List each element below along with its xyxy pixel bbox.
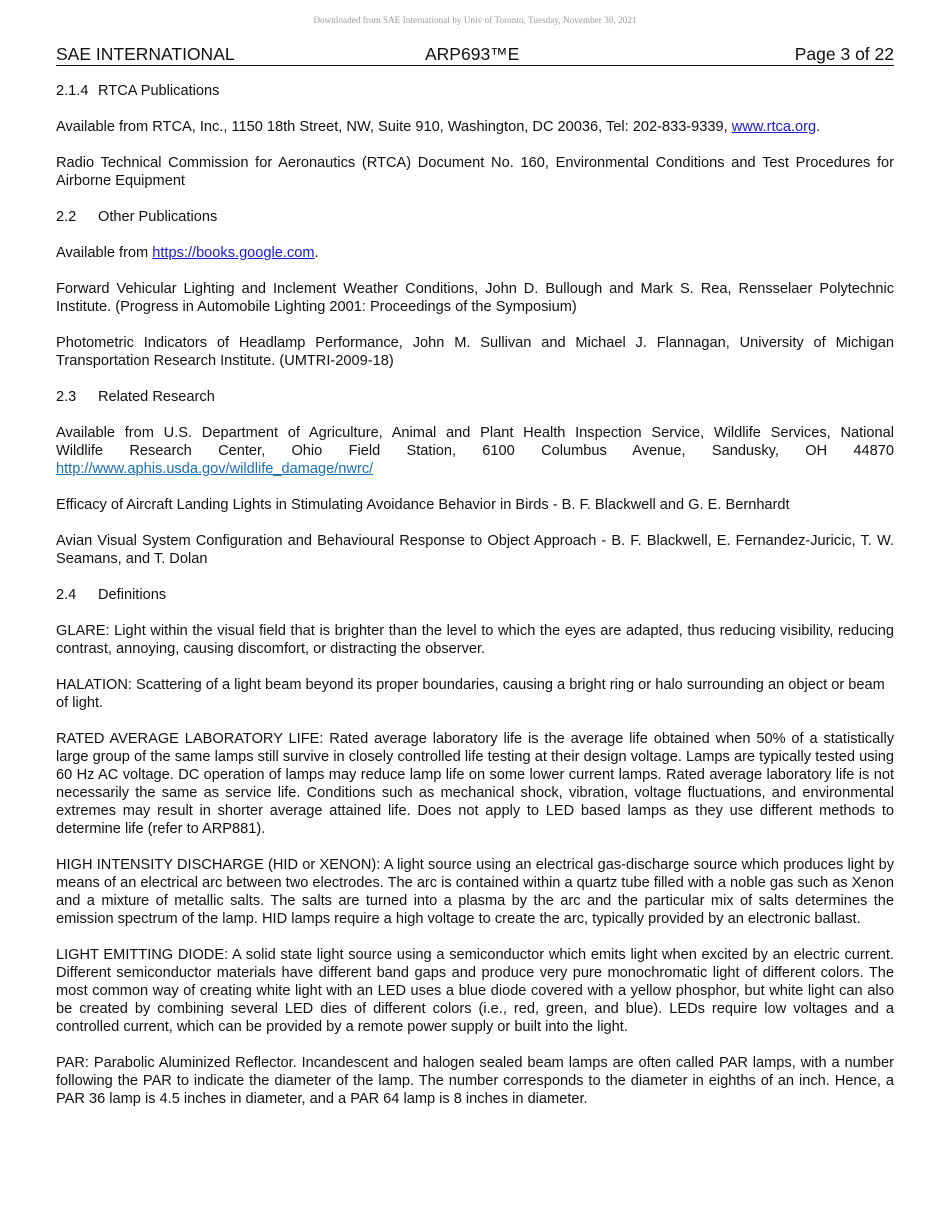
section-heading-other — [56, 208, 894, 226]
section-number: 2.1.4 — [56, 83, 89, 99]
definition-high-intensity-discharge: HIGH INTENSITY DISCHARGE (HID or XENON): A light source using an electrical gas-discharge source which produces light by means of an electrical arc between two electrodes. The arc is contained within a quartz tube filled with a noble gas such as Xenon and a mixture of metallic salts. The salts are turned into a plasma by the arc and the particular mix of salts determines the emission spectrum of the lamp. HID lamps require a high voltage to create the arc, typically provided by an electronic ballast. — [56, 857, 894, 927]
other-availability-text: Available from — [56, 245, 153, 261]
section-number: 2.2 — [56, 209, 77, 225]
other-reference-1: Forward Vehicular Lighting and Inclement Weather Conditions, John D. Bullough and Mark S. Rea, Rensselaer Polytechnic Institute. (Progress in Automobile Lighting 2001: Proceedings of the Symposium) — [56, 281, 894, 315]
definition-halation: HALATION: Scattering of a light beam beyond its proper boundaries, causing a bright ring or halo surrounding an object or beam of light. — [56, 677, 885, 711]
other-reference-2: Photometric Indicators of Headlamp Performance, John M. Sullivan and Michael J. Flannagan, University of Michigan Transportation Research Institute. (UMTRI-2009-18) — [56, 335, 894, 369]
section-title: Other Publications — [98, 209, 218, 225]
section-title: RTCA Publications — [98, 83, 220, 99]
header-document-id: ARP693™E — [425, 44, 520, 64]
section-number: 2.4 — [56, 587, 77, 603]
section-heading-rtca — [56, 82, 894, 100]
rtca-availability-text: Available from RTCA, Inc., 1150 18th Street, NW, Suite 910, Washington, DC 20036, Tel: 202-833-9339, — [56, 119, 732, 135]
usda-nwrc-link[interactable]: http://www.aphis.usda.gov/wildlife_damage/nwrc/ — [56, 461, 374, 477]
other-availability-end: . — [314, 245, 319, 261]
section-heading-definitions — [56, 586, 894, 604]
definition-light-emitting-diode: LIGHT EMITTING DIODE: A solid state light source using a semiconductor which emits light when excited by an electric current. Different semiconductor materials have different band gaps and produce very pure monochromatic light of different colors. The most common way of creating white light with an LED uses a blue diode covered with a yellow phosphor, but white light can also be created by combining several LED dies of different colors (i.e., red, green, and blue). LEDs require low voltages and a controlled current, which can be provided by a remote power supply or built into the light. — [56, 947, 894, 1035]
rtca-document-reference: Radio Technical Commission for Aeronautics (RTCA) Document No. 160, Environmental Conditions and Test Procedures for Airborne Equipment — [56, 155, 894, 189]
rtca-link[interactable]: www.rtca.org — [731, 119, 817, 135]
google-books-link[interactable]: https://books.google.com — [152, 245, 315, 261]
section-heading-research — [56, 388, 894, 406]
header-page-number: Page 3 of 22 — [794, 44, 894, 64]
other-availability — [56, 244, 894, 262]
document-body — [56, 82, 894, 1108]
download-watermark: Downloaded from SAE International by Univ of Toronto, Tuesday, November 30, 2021 — [313, 15, 637, 25]
research-availability-line-2-wrap — [56, 442, 894, 460]
definition-par: PAR: Parabolic Aluminized Reflector. Incandescent and halogen sealed beam lamps are often called PAR lamps, with a number following the PAR to indicate the diameter of the lamp. The number corresponds to the diameter in eighths of an inch. Hence, a PAR 36 lamp is 4.5 inches in diameter, and a PAR 64 lamp is 8 inches in diameter. — [56, 1055, 894, 1107]
research-link-line — [56, 460, 894, 478]
research-reference-1: Efficacy of Aircraft Landing Lights in Stimulating Avoidance Behavior in Birds - B. F. Blackwell and G. E. Bernhardt — [56, 497, 790, 513]
research-availability — [56, 424, 894, 442]
header-organization: SAE INTERNATIONAL — [56, 44, 235, 64]
section-number: 2.3 — [56, 389, 77, 405]
page-header — [56, 43, 894, 66]
rtca-availability — [56, 118, 894, 136]
research-availability-line-2: Wildlife Research Center, Ohio Field Station, 6100 Columbus Avenue, Sandusky, OH 44870 — [56, 443, 894, 459]
rtca-availability-end: . — [816, 119, 821, 135]
research-availability-line-1: Available from U.S. Department of Agriculture, Animal and Plant Health Inspection Service, Wildlife Services, National — [56, 425, 894, 441]
section-title: Definitions — [98, 587, 167, 603]
definition-rated-average-laboratory-life: RATED AVERAGE LABORATORY LIFE: Rated average laboratory life is the average life obtained when 50% of a statistically large group of the same lamps still survive in closely controlled life testing at their design voltage. Lamps are typically tested using 60 Hz AC voltage. DC operation of lamps may reduce lamp life on some lower current lamps. Rated average laboratory life is not necessarily the same as service life. Conditions such as mechanical shock, vibration, voltage fluctuations, and environmental extremes may result in shorter average attained life. Does not apply to LED based lamps as they use different methods to determine life (refer to ARP881). — [56, 731, 894, 837]
research-reference-2: Avian Visual System Configuration and Behavioural Response to Object Approach - B. F. Blackwell, E. Fernandez-Juricic, T. W. Seamans, and T. Dolan — [56, 533, 894, 567]
section-title: Related Research — [98, 389, 215, 405]
definition-glare: GLARE: Light within the visual field that is brighter than the level to which the eyes are adapted, thus reducing visibility, reducing contrast, annoying, causing discomfort, or distracting the observer. — [56, 623, 894, 657]
